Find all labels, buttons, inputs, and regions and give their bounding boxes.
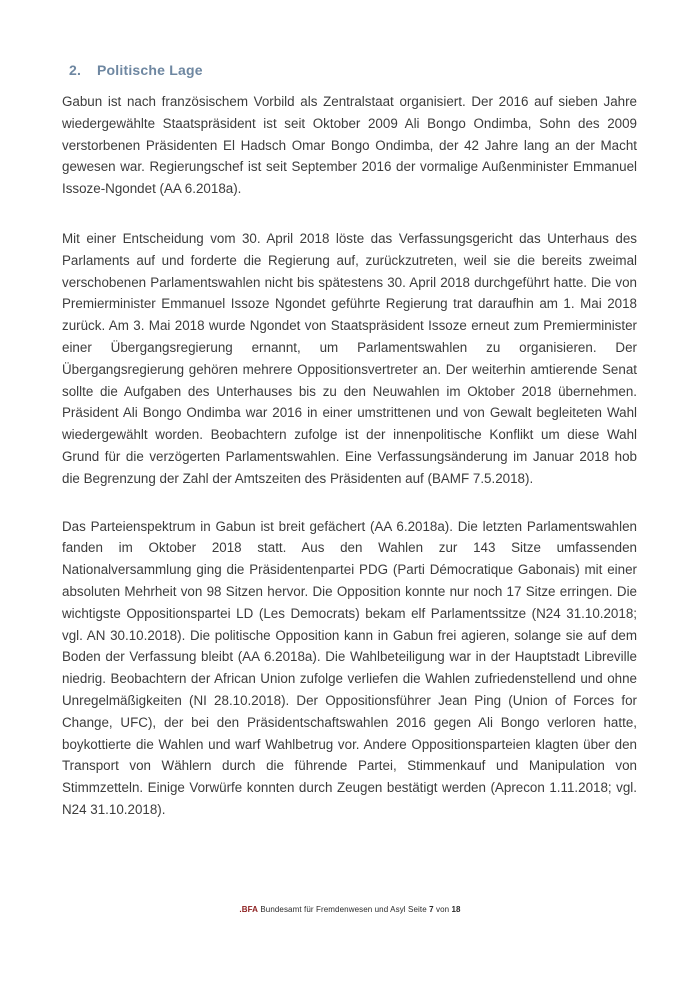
footer-bfa-logo: .BFA bbox=[239, 905, 258, 914]
section-heading bbox=[62, 62, 637, 78]
body-paragraph-1: Gabun ist nach französischem Vorbild als Zentralstaat organisiert. Der 2016 auf sieben Jahre wiedergewählte Staatspräsident ist seit Oktober 2009 Ali Bongo Ondimba, Sohn des 2009 verstorbenen Präsidenten El Hadsch Omar Bongo Ondimba, der 42 Jahre lang an der Macht gewesen war. Regierungschef ist seit September 2016 der vormalige Außenminister Emmanuel Issoze-Ngondet (AA 6.2018a). bbox=[62, 94, 637, 197]
footer-page-total: 18 bbox=[451, 905, 461, 914]
section-number: 2. bbox=[69, 62, 82, 78]
footer-page-number: 7 bbox=[429, 905, 434, 914]
footer-of-label: von bbox=[435, 905, 450, 914]
footer-page-label: Seite bbox=[408, 905, 427, 914]
body-text bbox=[62, 91, 637, 821]
document-content bbox=[62, 62, 637, 847]
body-paragraph-3: Das Parteienspektrum in Gabun ist breit gefächert (AA 6.2018a). Die letzten Parlamentswahlen fanden im Oktober 2018 statt. Aus den Wahlen zur 143 Sitze umfassenden Nationalversammlung ging die Präsidentenpartei PDG (Parti Démocratique Gabonais) mit einer absoluten Mehrheit von 98 Sitzen hervor. Die Opposition konnte nur noch 17 Sitze erringen. Die wichtigste Oppositionspartei LD (Les Democrats) bekam elf Parlamentssitze (N24 31.10.2018; vgl. AN 30.10.2018). Die politische Opposition kann in Gabun frei agieren, solange sie auf dem Boden der Verfassung bleibt (AA 6.2018a). Die Wahlbeteiligung war in der Hauptstadt Libreville niedrig. Beobachtern der African Union zufolge verliefen die Wahlen zufriedenstellend und ohne Unregelmäßigkeiten (NI 28.10.2018). Der Oppositionsführer Jean Ping (Union of Forces for Change, UFC), der bei den Präsidentschaftswahlen 2016 gegen Ali Bongo verloren hatte, boykottierte die Wahlen und warf Wahlbetrug vor. Andere Oppositionsparteien klagten über den Transport von Wählern durch die führende Partei, Stimmenkauf und Manipulation von Stimmzetteln. Einige Vorwürfe konnten durch Zeugen bestätigt werden (Aprecon 1.11.2018; vgl. N24 31.10.2018). bbox=[62, 518, 637, 817]
section-title: Politische Lage bbox=[97, 62, 203, 78]
body-paragraph-2: Mit einer Entscheidung vom 30. April 2018 löste das Verfassungsgericht das Unterhaus des Parlaments auf und forderte die Regierung auf, zurückzutreten, weil sie die bereits zweimal verschobenen Parlamentswahlen nicht bis spätestens 30. April 2018 durchgeführt hatte. Die von Premierminister Emmanuel Issoze Ngondet geführte Regierung trat daraufhin am 1. Mai 2018 zurück. Am 3. Mai 2018 wurde Ngondet von Staatspräsident Issoze erneut zum Premierminister einer Übergangsregierung ernannt, um Parlamentswahlen zu organisieren. Der Übergangsregierung gehören mehrere Oppositionsvertreter an. Der weiterhin amtierende Senat sollte die Aufgaben des Unterhauses bis zu den Neuwahlen im Oktober 2018 übernehmen. Präsident Ali Bongo Ondimba war 2016 in einer umstrittenen und von Gewalt begleiteten Wahl wiedergewählt worden. Beobachtern zufolge ist der innenpolitische Konflikt um diese Wahl Grund für die verzögerten Parlamentswahlen. Eine Verfassungsänderung im Januar 2018 hob die Begrenzung der Zahl der Amtszeiten des Präsidenten auf (BAMF 7.5.2018). bbox=[62, 230, 637, 486]
footer-org-name: Bundesamt für Fremdenwesen und Asyl bbox=[260, 905, 406, 914]
page-footer bbox=[0, 905, 700, 914]
